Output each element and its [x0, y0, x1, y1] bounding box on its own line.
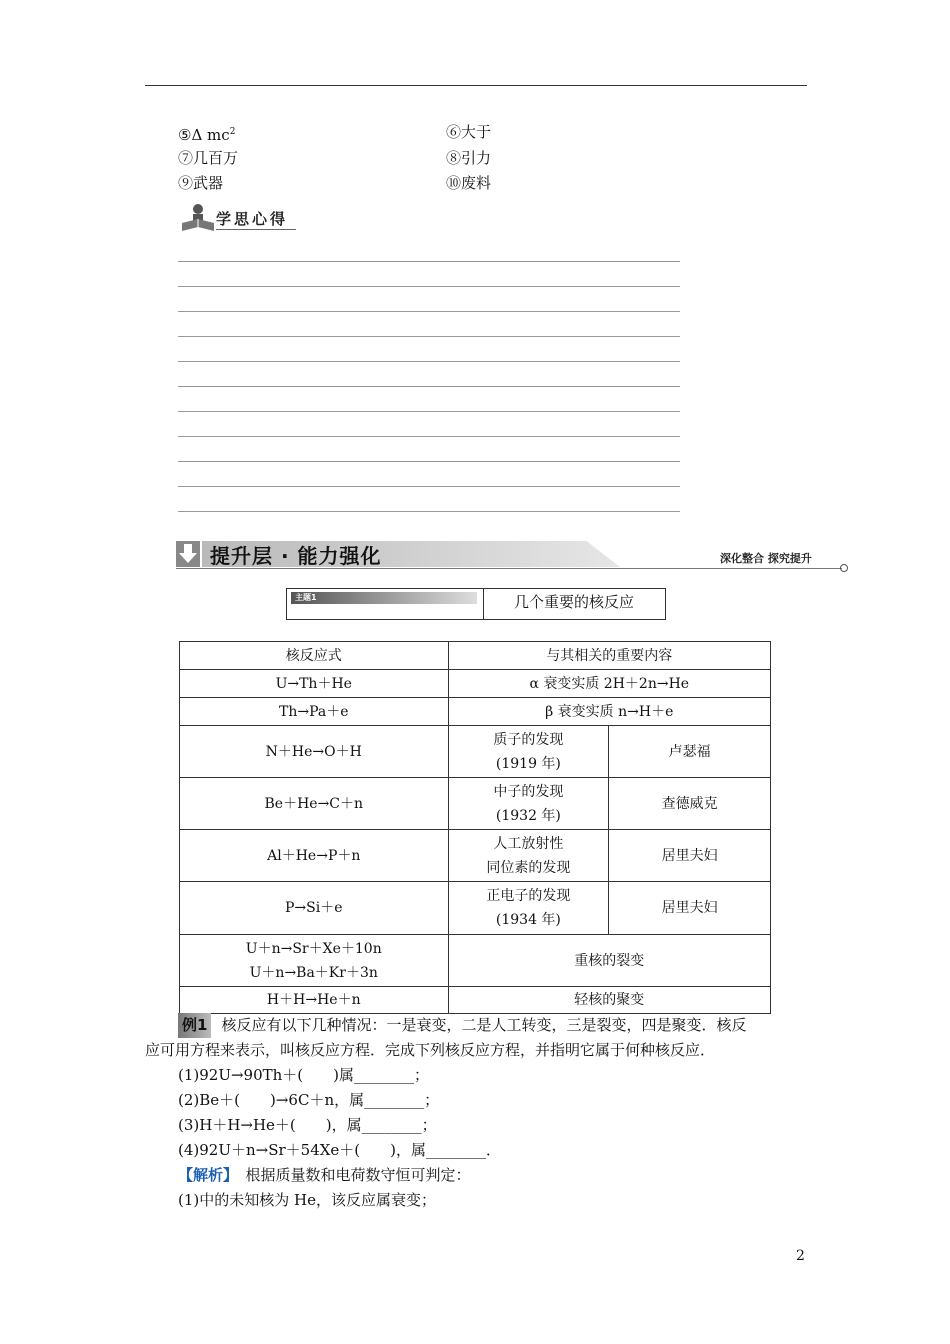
answer-6: ⑥大于 [446, 123, 492, 141]
question-4: (4)92U＋n→Sr＋54Xe＋( )，属________． [178, 1141, 501, 1159]
writing-line [178, 261, 680, 262]
reaction-description: 中子的发现 (1932 年) [448, 778, 609, 830]
header-rule [145, 85, 807, 86]
question-2: (2)Be＋( )→6C＋n，属________； [178, 1091, 440, 1109]
reaction-description: β 衰变实质 n→H＋e [448, 698, 770, 726]
reader-icon [180, 203, 216, 233]
example-tag: 例1 [178, 1013, 211, 1038]
reaction-description: 重核的裂变 [448, 935, 770, 987]
table-row [180, 778, 771, 830]
discoverer: 查德威克 [609, 778, 771, 830]
example-intro: 例1 核反应有以下几种情况：一是衰变，二是人工转变，三是裂变，四是聚变．核反 [178, 1013, 818, 1038]
table-row [180, 830, 771, 882]
answer-9: ⑨武器 [178, 174, 224, 192]
discoverer: 卢瑟福 [609, 726, 771, 778]
writing-line [178, 486, 680, 487]
table-header-cell: 与其相关的重要内容 [448, 642, 770, 670]
reaction-description: 质子的发现 (1919 年) [448, 726, 609, 778]
writing-line [178, 361, 680, 362]
writing-line [178, 436, 680, 437]
table-row [180, 698, 771, 726]
reflection-header: 学思心得 [180, 203, 298, 233]
down-arrow-icon [176, 541, 200, 567]
table-row [180, 987, 771, 1014]
reaction-equation: Al＋He→P＋n [180, 830, 449, 882]
table-row [180, 935, 771, 987]
analysis-answer-1: (1)中的未知核为 He，该反应属衰变； [178, 1191, 436, 1209]
writing-line [178, 386, 680, 387]
reaction-description: 正电子的发现 (1934 年) [448, 882, 609, 935]
reaction-equation: Th→Pa＋e [180, 698, 449, 726]
topic-title: 几个重要的核反应 [513, 593, 634, 611]
nuclear-reactions-table [179, 641, 771, 1014]
section-title: 提升层 · 能力强化 [210, 544, 382, 568]
topic-header [286, 588, 666, 620]
table-header-cell: 核反应式 [180, 642, 449, 670]
table-header-row [180, 642, 771, 670]
topic-tag: 主题1 [295, 593, 317, 602]
section-subtitle: 深化整合 探究提升 [720, 552, 812, 565]
reaction-description: α 衰变实质 2H＋2n→He [448, 670, 770, 698]
question-1: (1)92U→90Th＋( )属________； [178, 1066, 430, 1084]
reaction-equation: P→Si＋e [180, 882, 449, 935]
section-banner [176, 538, 846, 574]
reaction-description: 人工放射性 同位素的发现 [448, 830, 609, 882]
table-row [180, 670, 771, 698]
reaction-equation: Be＋He→C＋n [180, 778, 449, 830]
table-row [180, 726, 771, 778]
reaction-description: 轻核的聚变 [448, 987, 770, 1014]
analysis-tag: 【解析】 [178, 1166, 231, 1184]
page-number: 2 [796, 1248, 805, 1264]
writing-line [178, 286, 680, 287]
discoverer: 居里夫妇 [609, 882, 771, 935]
example-intro-cont: 应可用方程来表示，叫核反应方程．完成下列核反应方程，并指明它属于何种核反应． [145, 1041, 716, 1059]
answer-5: ⑤Δ $mc^2$ [178, 126, 236, 144]
answer-8: ⑧引力 [446, 149, 492, 167]
writing-line [178, 511, 680, 512]
table-row [180, 882, 771, 935]
reaction-equation: U→Th＋He [180, 670, 449, 698]
discoverer: 居里夫妇 [609, 830, 771, 882]
writing-line [178, 411, 680, 412]
question-3: (3)H＋H→He＋( )，属________； [178, 1116, 437, 1134]
answer-10: ⑩废料 [446, 174, 492, 192]
analysis: 【解析】 根据质量数和电荷数守恒可判定： [178, 1166, 471, 1184]
reaction-equation: H＋H→He＋n [180, 987, 449, 1014]
reaction-equation: U＋n→Sr＋Xe＋10n U＋n→Ba＋Kr＋3n [180, 935, 449, 987]
writing-line [178, 461, 680, 462]
writing-line [178, 311, 680, 312]
reaction-equation: N＋He→O＋H [180, 726, 449, 778]
writing-line [178, 336, 680, 337]
answer-7: ⑦几百万 [178, 149, 239, 167]
